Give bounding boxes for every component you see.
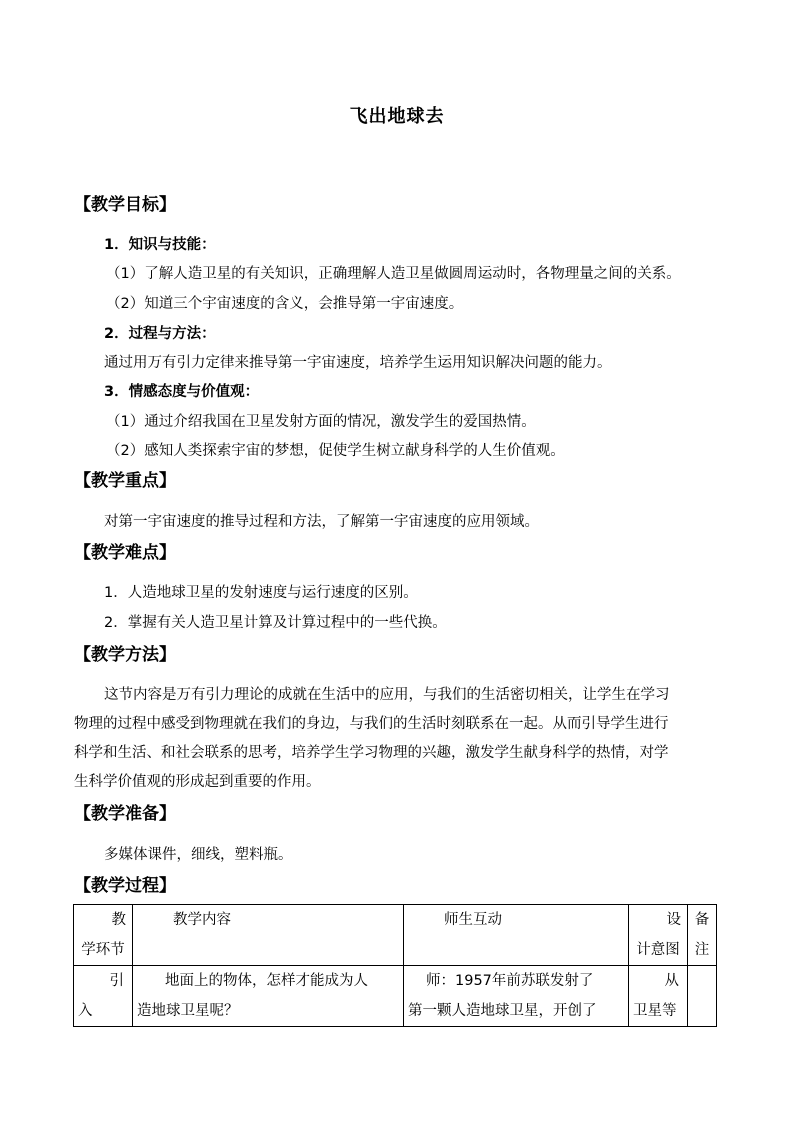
header-notes-line-1: 备: [694, 912, 710, 928]
table-header-row: [74, 905, 717, 966]
preparation-heading: 【教学准备】: [74, 804, 176, 824]
header-notes-line-2: 注: [694, 942, 710, 958]
difficulties-heading: 【教学难点】: [74, 543, 176, 563]
row-design-line-1: 从: [664, 973, 679, 989]
header-design: [629, 905, 688, 966]
row-design: [629, 966, 688, 1027]
page-title: 飞出地球去: [349, 106, 445, 127]
row-interaction-line-1: 师：1957年前苏联发射了: [426, 973, 594, 989]
row-content-line-1: 地面上的物体，怎样才能成为人: [165, 973, 368, 989]
header-design-line-1: 设: [666, 912, 681, 928]
header-content-label: 教学内容: [173, 912, 231, 928]
row-interaction-line-2: 第一颗人造地球卫星，开创了: [408, 1003, 597, 1019]
process-heading: 【教学过程】: [74, 876, 176, 896]
process-table: [73, 904, 717, 1027]
emotion-item-2: （2）感知人类探索宇宙的梦想，促使学生树立献身科学的人生价值观。: [106, 443, 565, 459]
row-stage-line-1: 引: [109, 973, 124, 989]
header-stage-line-2: 学环节: [81, 942, 125, 958]
emotion-title: 3．情感态度与价值观：: [104, 384, 260, 400]
header-design-line-2: 计意图: [636, 942, 680, 958]
methods-line-1: 这节内容是万有引力理论的成就在生活中的应用，与我们的生活密切相关，让学生在学习: [104, 687, 670, 703]
row-stage: [74, 966, 133, 1027]
methods-heading: 【教学方法】: [74, 645, 176, 665]
preparation-text: 多媒体课件，细线，塑料瓶。: [104, 847, 293, 863]
table-row: [74, 966, 717, 1027]
key-points-text: 对第一宇宙速度的推导过程和方法，了解第一宇宙速度的应用领域。: [104, 514, 539, 530]
knowledge-title: 1．知识与技能：: [104, 237, 216, 253]
key-points-heading: 【教学重点】: [74, 471, 176, 491]
row-content: [133, 966, 404, 1027]
process-title: 2．过程与方法：: [104, 326, 216, 342]
row-notes: [688, 966, 717, 1027]
difficulties-item-2: 2．掌握有关人造卫星计算及计算过程中的一些代换。: [104, 615, 447, 631]
methods-line-4: 生科学价值观的形成起到重要的作用。: [74, 774, 321, 790]
methods-line-2: 物理的过程中感受到物理就在我们的身边，与我们的生活时刻联系在一起。从而引导学生进行: [74, 716, 669, 732]
process-item-1: 通过用万有引力定律来推导第一宇宙速度，培养学生运用知识解决问题的能力。: [104, 355, 612, 371]
header-content: [133, 905, 404, 966]
header-interaction-label: 师生互动: [444, 912, 502, 928]
knowledge-item-1: （1）了解人造卫星的有关知识，正确理解人造卫星做圆周运动时，各物理量之间的关系。: [106, 266, 681, 282]
objectives-heading: 【教学目标】: [74, 195, 176, 215]
row-interaction: [404, 966, 629, 1027]
header-interaction: [404, 905, 629, 966]
methods-line-3: 科学和生活、和社会联系的思考，培养学生学习物理的兴趣，激发学生献身科学的热情，对学: [74, 745, 669, 761]
header-notes: [688, 905, 717, 966]
row-design-line-2: 卫星等: [633, 1003, 677, 1019]
row-content-line-2: 造地球卫星呢？: [137, 1003, 239, 1019]
emotion-item-1: （1）通过介绍我国在卫星发射方面的情况，激发学生的爱国热情。: [106, 414, 536, 430]
header-stage-line-1: 教: [111, 912, 126, 928]
difficulties-item-1: 1．人造地球卫星的发射速度与运行速度的区别。: [104, 585, 418, 601]
knowledge-item-2: （2）知道三个宇宙速度的含义，会推导第一宇宙速度。: [106, 296, 464, 312]
row-stage-line-2: 入: [78, 1003, 93, 1019]
header-stage: [74, 905, 133, 966]
